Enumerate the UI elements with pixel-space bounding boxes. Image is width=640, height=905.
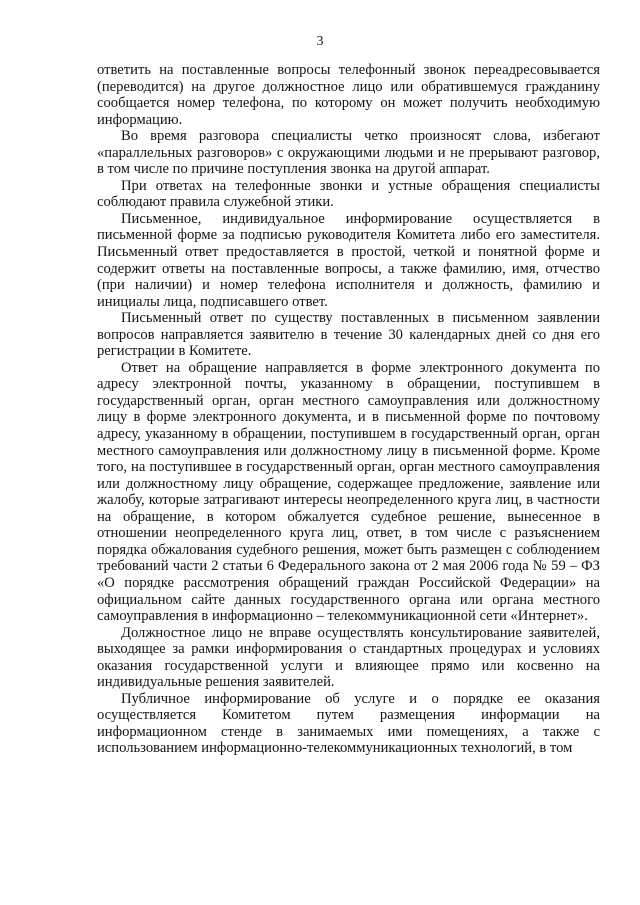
paragraph-written-informing: Письменное, индивидуальное информирование осуществляется в письменной форме за подписью руководителя Комитета либо его заместителя. Письменный ответ предоставляется в простой, четкой и понятной форме и содержит ответы на поставленные вопросы, а также фамилию, имя, отчество (при наличии) и номер телефона исполнителя и должность, фамилию и инициалы лица, подписавшего ответ. [97,210,600,310]
paragraph-conversation-rules: Во время разговора специалисты четко произносят слова, избегают «параллельных разговоров» с окружающими людьми и не прерывают разговор, в том числе по причине поступления звонка на другой аппарат. [97,128,600,178]
paragraph-response-deadline: Письменный ответ по существу поставленных в письменном заявлении вопросов направляется заявителю в течение 30 календарных дней со дня его регистрации в Комитете. [97,310,600,360]
document-body [97,62,600,757]
paragraph-electronic-response: Ответ на обращение направляется в форме электронного документа по адресу электронной почты, указанному в обращении, поступившем в государственный орган, орган местного самоуправления или должностному лицу в форме электронного документа, и в письменной форме по почтовому адресу, указанному в обращении, поступившем в государственный орган, орган местного самоуправления или должностному лицу в письменной форме. Кроме того, на поступившее в государственный орган, орган местного самоуправления или должностному лицу обращение, содержащее предложение, заявление или жалобу, которые затрагивают интересы неопределенного круга лиц, в частности на обращение, в котором обжалуется судебное решение, вынесенное в отношении неопределенного круга лиц, ответ, в том числе с разъяснением порядка обжалования судебного решения, может быть размещен с соблюдением требований части 2 статьи 6 Федерального закона от 2 мая 2006 года № 59 – ФЗ «О порядке рассмотрения обращений граждан Российской Федерации» на официальном сайте данных государственного органа или органа местного самоуправления в информационно – телекоммуникационной сети «Интернет». [97,359,600,625]
page-number: 3 [316,34,324,49]
paragraph-public-informing: Публичное информирование об услуге и о порядке ее оказания осуществляется Комитетом путем размещения информации на информационном стенде в занимаемых ими помещениях, а также с использованием информационно-телекоммуникационных технологий, в том [97,690,600,757]
paragraph-phone-redirect: ответить на поставленные вопросы телефонный звонок переадресовывается (переводится) на другое должностное лицо или обратившемуся гражданину сообщается номер телефона, по которому он может получить необходимую информацию. [97,62,600,128]
paragraph-consulting-limits: Должностное лицо не вправе осуществлять консультирование заявителей, выходящее за рамки информирования о стандартных процедурах и условиях оказания государственной услуги и влияющее прямо или косвенно на индивидуальные решения заявителей. [97,624,600,691]
paragraph-service-ethics: При ответах на телефонные звонки и устные обращения специалисты соблюдают правила служебной этики. [97,177,600,211]
